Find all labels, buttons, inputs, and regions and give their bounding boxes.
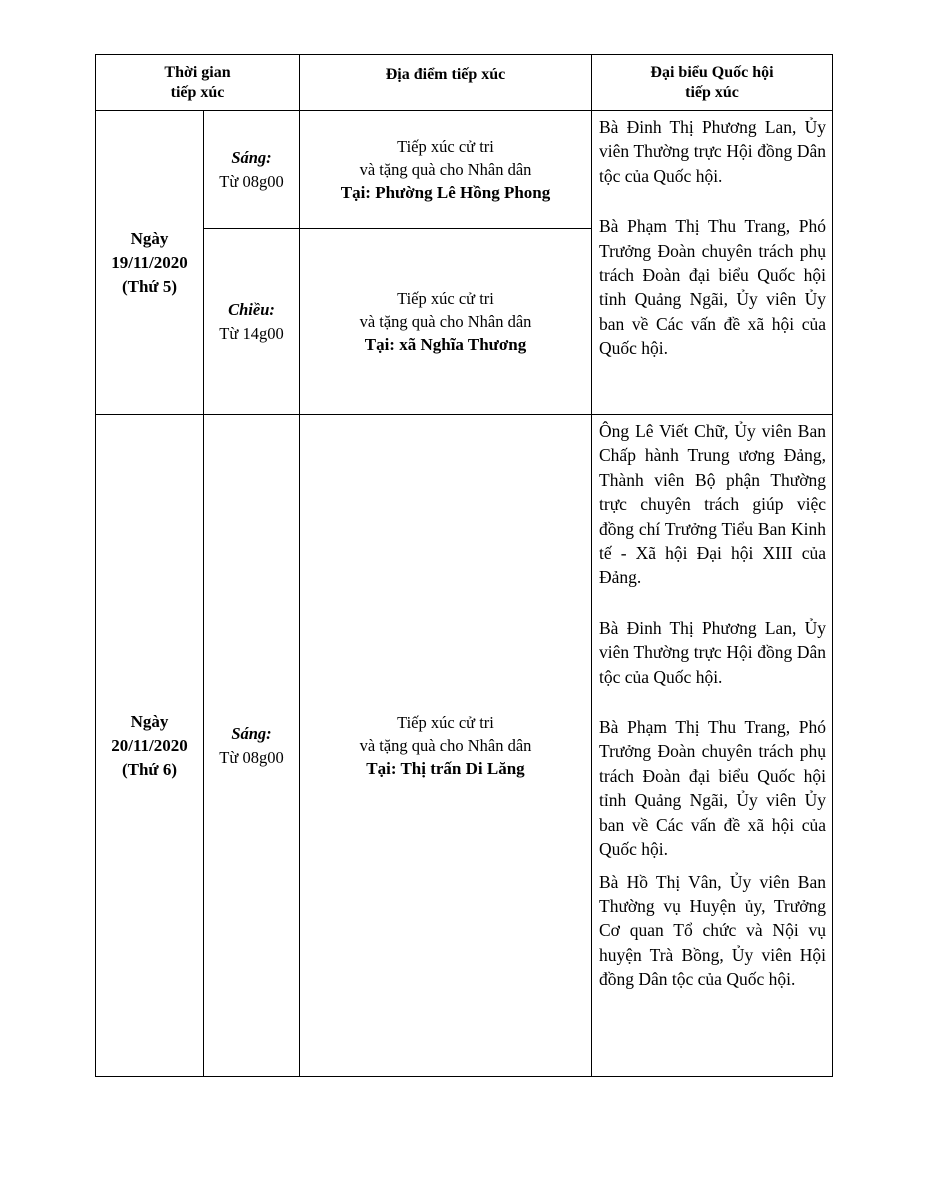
delegate-entry: Bà Đinh Thị Phương Lan, Ủy viên Thường trực Hội đồng Dân tộc của Quốc hội. (599, 117, 826, 186)
date-cell: Ngày 20/11/2020 (Thứ 6) (96, 415, 204, 1077)
header-place: Địa điểm tiếp xúc (300, 55, 592, 111)
place-cell: Tiếp xúc cử tri và tặng quà cho Nhân dân Tại: Phường Lê Hồng Phong (300, 111, 592, 229)
delegate-entry: Bà Phạm Thị Thu Trang, Phó Trưởng Đoàn chuyên trách phụ trách Đoàn đại biểu Quốc hội tỉnh Quảng Ngãi, Ủy viên Ủy ban về Các vấn đề xã hội của Quốc hội. (599, 216, 826, 359)
table-row (96, 415, 833, 1077)
table-row (96, 111, 833, 229)
date-cell: Ngày 19/11/2020 (Thứ 5) (96, 111, 204, 415)
delegates-cell (592, 415, 833, 1077)
delegate-entry: Ông Lê Viết Chữ, Ủy viên Ban Chấp hành Trung ương Đảng, Thành viên Bộ phận Thường trực chuyên trách giúp việc đồng chí Trưởng Tiểu Ban Kinh tế - Xã hội Đại hội XIII của Đảng. (599, 421, 826, 588)
session-cell: Sáng: Từ 08g00 (204, 415, 300, 1077)
header-delegates: Đại biểu Quốc hội tiếp xúc (592, 55, 833, 111)
schedule-table (95, 54, 833, 1077)
delegates-cell (592, 111, 833, 415)
session-cell: Chiều: Từ 14g00 (204, 229, 300, 415)
delegate-entry: Bà Phạm Thị Thu Trang, Phó Trưởng Đoàn chuyên trách phụ trách Đoàn đại biểu Quốc hội tỉnh Quảng Ngãi, Ủy viên Ủy ban về Các vấn đề xã hội của Quốc hội. (599, 717, 826, 860)
delegate-entry: Bà Đinh Thị Phương Lan, Ủy viên Thường trực Hội đồng Dân tộc của Quốc hội. (599, 617, 826, 687)
session-cell: Sáng: Từ 08g00 (204, 111, 300, 229)
delegate-entry: Bà Hồ Thị Vân, Ủy viên Ban Thường vụ Huyện ủy, Trưởng Cơ quan Tổ chức và Nội vụ huyện Trà Bồng, Ủy viên Hội đồng Dân tộc của Quốc hội. (599, 871, 826, 990)
header-time: Thời gian tiếp xúc (96, 55, 300, 111)
place-cell: Tiếp xúc cử tri và tặng quà cho Nhân dân Tại: xã Nghĩa Thương (300, 229, 592, 415)
place-cell: Tiếp xúc cử tri và tặng quà cho Nhân dân Tại: Thị trấn Di Lăng (300, 415, 592, 1077)
header-row (96, 55, 833, 111)
